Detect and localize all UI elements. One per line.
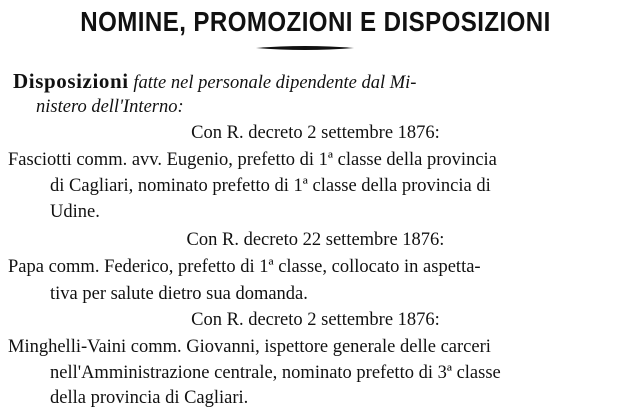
entry-text-line: di Cagliari, nominato prefetto di 1ª classe della provincia di bbox=[50, 176, 491, 196]
intro-text: fatte nel personale dipendente dal Mi- bbox=[133, 73, 417, 93]
intro-continuation: nistero dell'Interno: bbox=[36, 97, 184, 117]
decree-heading: Con R. decreto 2 settembre 1876: bbox=[191, 310, 440, 330]
page-title: NOMINE, PROMOZIONI E DISPOSIZIONI bbox=[80, 6, 551, 37]
entry-text-line: Udine. bbox=[50, 202, 100, 222]
intro-lead: Disposizioni bbox=[13, 69, 129, 93]
decorative-rule bbox=[256, 45, 354, 51]
entry-text-line: Minghelli-Vaini comm. Giovanni, ispettore generale delle carceri bbox=[8, 337, 491, 357]
decree-heading: Con R. decreto 22 settembre 1876: bbox=[186, 230, 445, 250]
entry-text-line: della provincia di Cagliari. bbox=[50, 388, 249, 408]
entry-text-line: Fasciotti comm. avv. Eugenio, prefetto di 1ª classe della provincia bbox=[8, 150, 497, 170]
decree-heading: Con R. decreto 2 settembre 1876: bbox=[191, 123, 440, 143]
intro-paragraph bbox=[13, 70, 416, 94]
entry-text-line: nell'Amministrazione centrale, nominato prefetto di 3ª classe bbox=[50, 363, 501, 383]
entry-text-line: tiva per salute dietro sua domanda. bbox=[50, 284, 308, 304]
entry-text-line: Papa comm. Federico, prefetto di 1ª classe, collocato in aspetta- bbox=[8, 257, 481, 277]
